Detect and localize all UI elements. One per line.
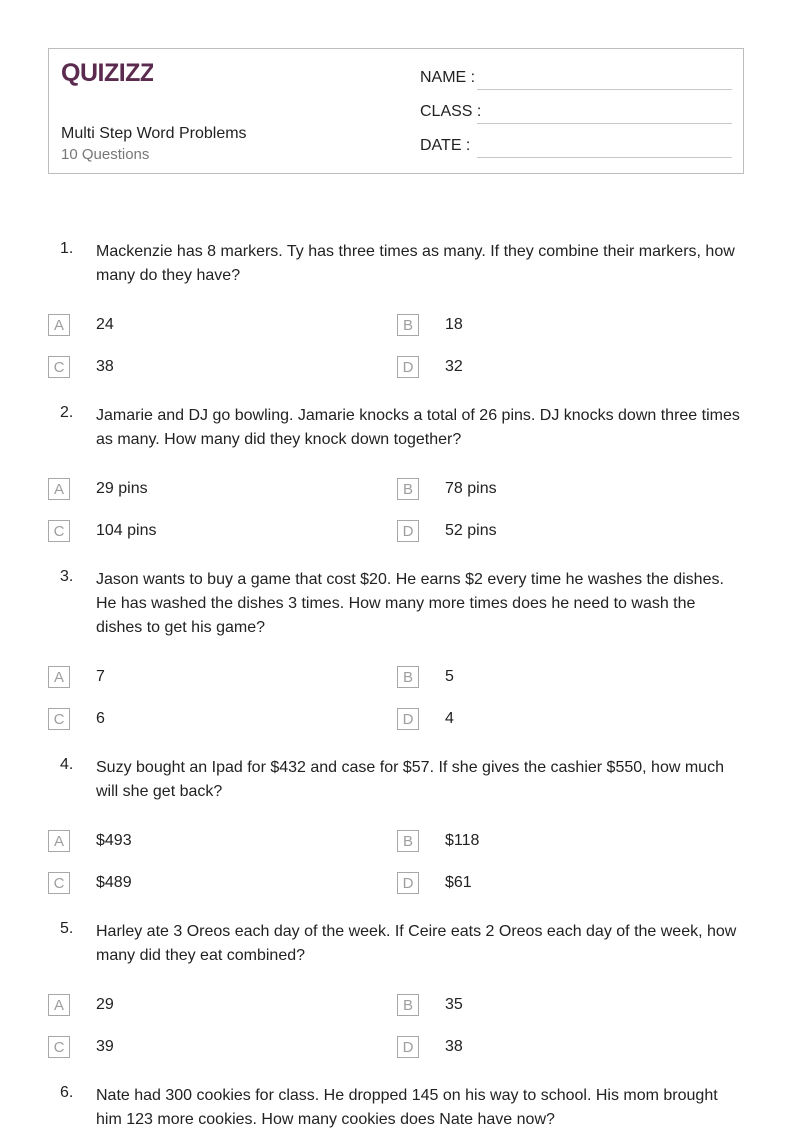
- worksheet-title: Multi Step Word Problems: [61, 125, 247, 142]
- date-line[interactable]: [477, 157, 732, 158]
- option-text: $118: [445, 832, 480, 849]
- option-text: 38: [96, 358, 114, 375]
- name-label: NAME :: [420, 69, 476, 86]
- class-label: CLASS :: [420, 103, 482, 120]
- option-letter-box: D: [397, 1036, 419, 1058]
- option-letter-box: A: [48, 666, 70, 688]
- question-text: Suzy bought an Ipad for $432 and case for $57. If she gives the cashier $550, how much will she get back?: [96, 759, 724, 800]
- option-letter-box: A: [48, 314, 70, 336]
- question-count: 10 Questions: [61, 146, 150, 163]
- question-text: Mackenzie has 8 markers. Ty has three times as many. If they combine their markers, how many do they have?: [96, 243, 735, 284]
- option-letter-box: A: [48, 994, 70, 1016]
- option-text: 52 pins: [445, 522, 497, 539]
- option-letter-box: C: [48, 520, 70, 542]
- option-text: 6: [96, 710, 105, 727]
- option-text: 78 pins: [445, 480, 497, 497]
- option-letter-box: A: [48, 478, 70, 500]
- option-letter-box: B: [397, 478, 419, 500]
- option-letter-box: B: [397, 830, 419, 852]
- option-text: 35: [445, 996, 463, 1013]
- question-number: 1.: [60, 240, 74, 257]
- question-text: Jason wants to buy a game that cost $20. He earns $2 every time he washes the dishes. He has washed the dishes 3 times. How many more times does he need to wash the dishes to get his game?: [96, 571, 724, 636]
- option-text: 104 pins: [96, 522, 157, 539]
- option-letter-box: C: [48, 708, 70, 730]
- option-letter-box: B: [397, 666, 419, 688]
- option-letter-box: D: [397, 872, 419, 894]
- option-letter-box: C: [48, 872, 70, 894]
- option-letter-box: A: [48, 830, 70, 852]
- option-letter-box: D: [397, 520, 419, 542]
- option-text: $61: [445, 874, 472, 891]
- option-text: 24: [96, 316, 114, 333]
- question-number: 5.: [60, 920, 74, 937]
- option-text: 5: [445, 668, 454, 685]
- option-letter-box: C: [48, 1036, 70, 1058]
- question-text: Harley ate 3 Oreos each day of the week. If Ceire eats 2 Oreos each day of the week, how many did they eat combined?: [96, 923, 737, 964]
- name-line[interactable]: [477, 89, 732, 90]
- option-text: 7: [96, 668, 105, 685]
- question-number: 3.: [60, 568, 74, 585]
- option-text: 29 pins: [96, 480, 148, 497]
- class-line[interactable]: [477, 123, 732, 124]
- option-text: 32: [445, 358, 463, 375]
- option-text: 18: [445, 316, 463, 333]
- svg-text:QUIZIZZ: QUIZIZZ: [61, 59, 153, 87]
- worksheet-header: [48, 48, 744, 174]
- option-text: 38: [445, 1038, 463, 1055]
- option-letter-box: D: [397, 708, 419, 730]
- question-text: Nate had 300 cookies for class. He dropped 145 on his way to school. His mom brought him 123 more cookies. How many cookies does Nate have now?: [96, 1087, 718, 1128]
- option-text: $489: [96, 874, 132, 891]
- question-number: 6.: [60, 1084, 74, 1101]
- option-text: 39: [96, 1038, 114, 1055]
- date-label: DATE :: [420, 137, 471, 154]
- option-letter-box: B: [397, 994, 419, 1016]
- option-text: 29: [96, 996, 114, 1013]
- option-letter-box: C: [48, 356, 70, 378]
- question-number: 4.: [60, 756, 74, 773]
- question-number: 2.: [60, 404, 74, 421]
- quizizz-logo: [61, 59, 153, 92]
- option-text: 4: [445, 710, 454, 727]
- question-text: Jamarie and DJ go bowling. Jamarie knocks a total of 26 pins. DJ knocks down three times as many. How many did they knock down together?: [96, 407, 740, 448]
- option-text: $493: [96, 832, 132, 849]
- option-letter-box: B: [397, 314, 419, 336]
- option-letter-box: D: [397, 356, 419, 378]
